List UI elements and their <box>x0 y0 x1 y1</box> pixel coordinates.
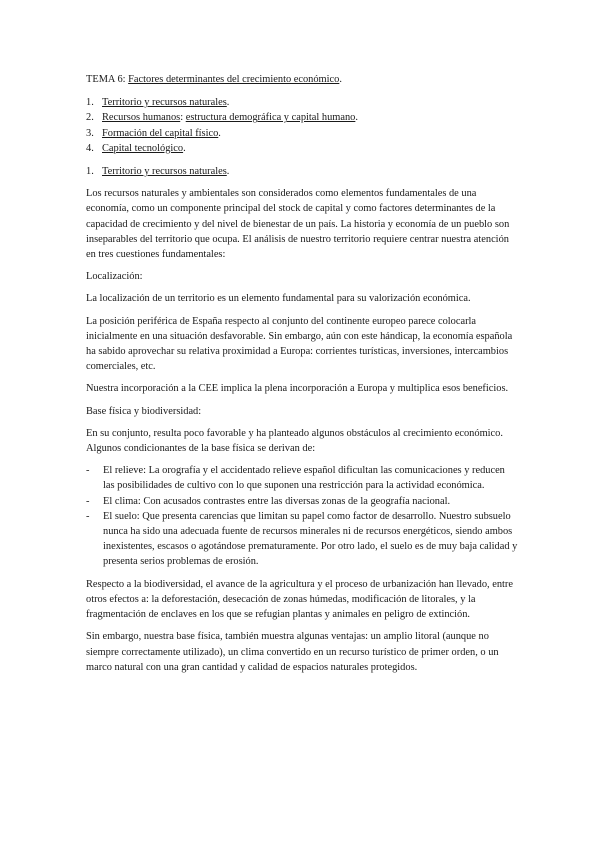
title-link[interactable]: Factores determinantes del crecimiento económico <box>128 74 340 85</box>
toc-item <box>86 110 518 125</box>
section-number: 1. <box>86 166 94 178</box>
toc-item-text <box>102 126 221 141</box>
intro-paragraph: Los recursos naturales y ambientales son considerados como elementos fundamentales de una economía, como un componente principal del stock de capital y como factores determinantes de la capacidad de crecimiento y del nivel de bienestar de un país. La historia y economía de un pueblo son inseparables del territorio que ocupa. El análisis de nuestro territorio requiere centrar nuestra atención en tres cuestiones fundamentales: <box>86 188 510 261</box>
toc-item-number: 2. <box>86 112 94 124</box>
toc-item-number: 4. <box>86 142 94 154</box>
localizacion-paragraph-1: La localización de un territorio es un elemento fundamental para su valorización económica. <box>86 293 471 305</box>
toc-item-link[interactable]: estructura demográfica y capital humano <box>185 112 356 124</box>
base-fisica-paragraph: En su conjunto, resulta poco favorable y ha planteado algunos obstáculos al crecimiento económico. Algunos condicionantes de la base física se derivan de: <box>86 427 503 455</box>
dash-bullet: - <box>86 510 90 522</box>
title-prefix: TEMA 6: <box>86 74 129 85</box>
document-page <box>86 72 518 682</box>
toc-item-punctuation: . <box>183 142 186 154</box>
condition-item <box>86 509 518 570</box>
condition-text: El suelo: Que presenta carencias que limitan su papel como factor de desarrollo. Nuestro subsuelo nunca ha sido una adecuada fuente de recursos minerales ni de recursos energéticos, siendo ambos inexistentes, escasos o agotándose prematuramente. Por otro lado, el suelo es de muy baja calidad y presenta serios problemas de erosión. <box>103 510 518 568</box>
condition-item <box>86 463 518 493</box>
toc-item-text <box>102 95 229 110</box>
section-heading <box>86 164 518 179</box>
final-paragraph: Sin embargo, nuestra base física, también muestra algunas ventajas: un amplio litoral (aunque no siempre correctamente utilizado), un clima convertido en un recurso turístico de primer orden, o un marco natural con una gran cantidad y calidad de espacios naturales protegidos. <box>86 631 499 673</box>
section-title-link[interactable]: Territorio y recursos naturales <box>102 166 227 178</box>
toc-item-punctuation: : <box>180 112 186 124</box>
toc-item <box>86 126 518 141</box>
toc-item-link[interactable]: Formación del capital físico <box>102 127 219 139</box>
condition-item <box>86 494 518 509</box>
toc-item-text <box>102 141 186 156</box>
localizacion-heading: Localización: <box>86 271 143 283</box>
condition-text: El relieve: La orografía y el accidentado relieve español dificultan las comunicaciones y reducen las posibilidades de cultivo con lo que suponen una restricción para la actividad económica. <box>103 465 505 492</box>
dash-bullet: - <box>86 465 90 477</box>
localizacion-paragraph-2: La posición periférica de España respecto al conjunto del continente europeo parece colocarla inicialmente en una situación desfavorable. Sin embargo, aún con este hándicap, la economía española ha sabido aprovechar su relativa proximidad a Europa: corrientes turísticas, inversiones, intercambios comerciales, etc. <box>86 315 513 373</box>
toc-item-link[interactable]: Recursos humanos <box>102 112 181 124</box>
conditions-list <box>86 463 518 569</box>
condition-text: El clima: Con acusados contrastes entre las diversas zonas de la geografía nacional. <box>103 495 451 507</box>
toc-item <box>86 95 518 110</box>
toc-item-text <box>102 110 358 125</box>
base-fisica-heading: Base física y biodiversidad: <box>86 405 202 417</box>
dash-bullet: - <box>86 495 90 507</box>
biodiversidad-paragraph: Respecto a la biodiversidad, el avance de la agricultura y el proceso de urbanización han llevado, entre otros efectos a: la deforestación, desecación de zonas húmedas, modificación de litorales, y la fragmentación de enclaves en los que se refugian plantas y animales en peligro de extinción. <box>86 578 513 621</box>
toc-item-link[interactable]: Capital tecnológico <box>102 142 184 154</box>
title-suffix: . <box>339 74 342 85</box>
toc-item-link[interactable]: Territorio y recursos naturales <box>102 97 227 109</box>
toc-item <box>86 141 518 156</box>
toc-item-number: 1. <box>86 97 94 109</box>
localizacion-paragraph-3: Nuestra incorporación a la CEE implica la plena incorporación a Europa y multiplica esos beneficios. <box>86 383 509 395</box>
toc-item-punctuation: . <box>218 127 221 139</box>
document-title <box>86 72 518 87</box>
toc-item-punctuation: . <box>226 97 230 109</box>
toc-item-punctuation: . <box>355 112 358 124</box>
table-of-contents <box>86 95 518 156</box>
section-title-suffix: . <box>226 166 230 178</box>
toc-item-number: 3. <box>86 127 94 139</box>
